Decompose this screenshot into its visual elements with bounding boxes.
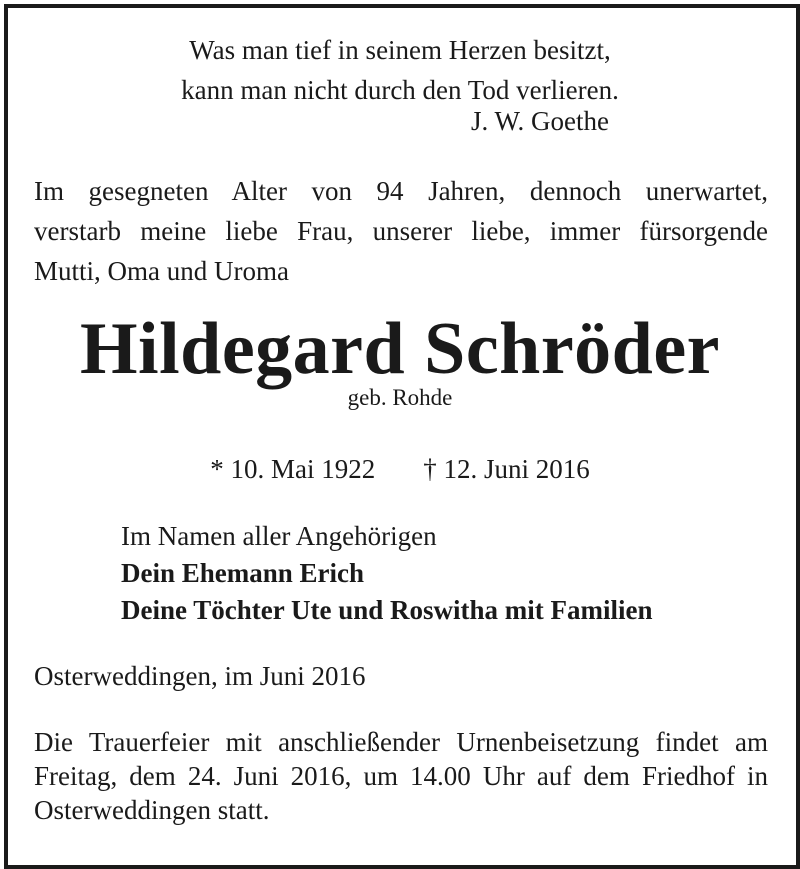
intro-line-2: verstarb meine liebe Frau, unserer liebe, immer fürsorgende — [34, 216, 768, 246]
intro-line-1: Im gesegneten Alter von 94 Jahren, dennoch unerwartet, — [34, 176, 768, 206]
quote-line-2: kann man nicht durch den Tod verlieren. — [181, 75, 619, 105]
life-dates — [0, 449, 800, 489]
deceased-name: Hildegard Schröder — [79, 308, 721, 390]
mourners-block — [121, 518, 652, 629]
ceremony-line-3: Osterweddingen statt. — [34, 795, 270, 825]
mourners-intro: Im Namen aller Angehörigen — [121, 521, 437, 551]
maiden-name: geb. Rohde — [347, 385, 453, 410]
ceremony-line-2: Freitag, dem 24. Juni 2016, um 14.00 Uhr auf dem Friedhof in — [34, 761, 768, 791]
goethe-quote — [0, 30, 800, 110]
place-and-date: Osterweddingen, im Juni 2016 — [34, 661, 366, 691]
mourner-daughters: Deine Töchter Ute und Roswitha mit Familien — [121, 595, 653, 625]
quote-author: J. W. Goethe — [471, 106, 609, 136]
intro-line-3: Mutti, Oma und Uroma — [34, 256, 289, 286]
mourner-husband: Dein Ehemann Erich — [121, 558, 365, 588]
quote-line-1: Was man tief in seinem Herzen besitzt, — [189, 35, 611, 65]
birth-date: * 10. Mai 1922 — [210, 454, 376, 484]
ceremony-paragraph — [34, 725, 768, 827]
intro-paragraph — [34, 171, 768, 291]
death-date: † 12. Juni 2016 — [423, 454, 590, 484]
ceremony-line-1: Die Trauerfeier mit anschließender Urnenbeisetzung findet am — [34, 727, 768, 757]
